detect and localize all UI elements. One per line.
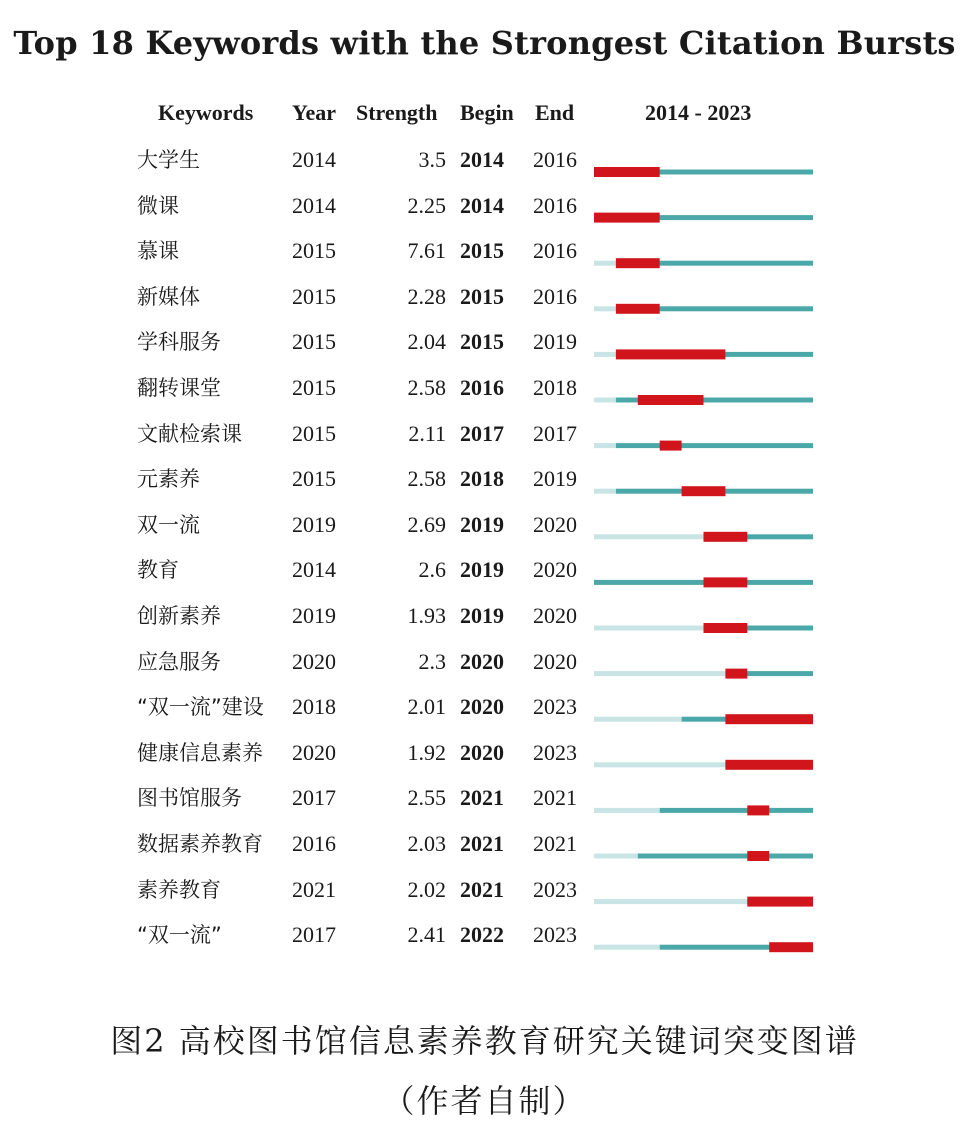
cell-keyword: “双一流”建设 <box>137 695 264 720</box>
burst-bar <box>725 669 747 679</box>
cell-strength: 2.41 <box>407 922 446 948</box>
cell-keyword: 双一流 <box>137 512 200 537</box>
cell-begin: 2015 <box>460 329 504 355</box>
cell-begin: 2014 <box>460 192 504 218</box>
header-strength: Strength <box>356 100 438 125</box>
figure-caption-note: （作者自制） <box>382 1082 587 1120</box>
cell-year: 2019 <box>292 603 336 628</box>
cell-keyword: “双一流” <box>137 923 222 948</box>
cell-end: 2016 <box>533 283 577 309</box>
cell-strength: 2.58 <box>407 375 446 400</box>
inactive-segment <box>594 398 616 403</box>
cell-end: 2016 <box>533 147 577 172</box>
cell-keyword: 教育 <box>137 558 179 583</box>
cell-strength: 2.3 <box>418 648 446 674</box>
cell-end: 2020 <box>533 557 577 583</box>
burst-bar <box>616 349 726 359</box>
burst-bar <box>594 213 660 223</box>
cell-year: 2015 <box>292 466 336 492</box>
cell-begin: 2020 <box>460 648 504 674</box>
cell-year: 2019 <box>292 511 336 537</box>
header-year: Year <box>292 100 336 125</box>
inactive-segment <box>594 352 616 357</box>
cell-keyword: 健康信息素养 <box>137 740 263 765</box>
header-range: 2014 - 2023 <box>645 100 752 125</box>
cell-end: 2023 <box>533 739 577 765</box>
cell-keyword: 翻转课堂 <box>137 376 221 400</box>
inactive-segment <box>594 671 725 676</box>
active-segment <box>616 443 813 448</box>
burst-bar <box>747 805 769 815</box>
inactive-segment <box>594 626 704 631</box>
inactive-segment <box>594 717 682 722</box>
cell-keyword: 微课 <box>137 193 179 218</box>
cell-begin: 2015 <box>460 238 504 264</box>
cell-strength: 2.6 <box>418 557 446 583</box>
burst-bar <box>725 760 813 770</box>
cell-year: 2015 <box>292 329 336 355</box>
cell-keyword: 慕课 <box>137 239 179 264</box>
cell-keyword: 数据素养教育 <box>137 832 263 856</box>
cell-begin: 2018 <box>460 466 504 492</box>
burst-bar <box>704 577 748 587</box>
cell-end: 2019 <box>533 329 577 355</box>
cell-strength: 2.03 <box>407 831 446 856</box>
cell-end: 2020 <box>533 511 577 537</box>
cell-begin: 2017 <box>460 420 504 446</box>
cell-keyword: 新媒体 <box>137 284 200 309</box>
chart-title: Top 18 Keywords with the Strongest Citation Bursts <box>13 24 956 62</box>
cell-end: 2018 <box>533 375 577 400</box>
cell-keyword: 素养教育 <box>137 877 221 902</box>
cell-end: 2016 <box>533 238 577 264</box>
cell-end: 2023 <box>533 922 577 948</box>
burst-bar <box>594 167 660 177</box>
cell-end: 2023 <box>533 876 577 902</box>
cell-begin: 2019 <box>460 511 504 537</box>
cell-strength: 2.11 <box>408 420 446 446</box>
burst-bar <box>638 395 704 405</box>
cell-keyword: 应急服务 <box>137 649 221 674</box>
burst-bar <box>660 441 682 451</box>
cell-end: 2021 <box>533 785 577 811</box>
figure-caption: 图2 高校图书馆信息素养教育研究关键词突变图谱 <box>110 1022 859 1060</box>
cell-strength: 1.92 <box>407 739 446 765</box>
burst-bar <box>747 851 769 861</box>
cell-keyword: 元素养 <box>137 467 200 492</box>
cell-strength: 7.61 <box>407 238 446 264</box>
cell-year: 2020 <box>292 648 336 674</box>
cell-strength: 2.69 <box>407 511 446 537</box>
cell-end: 2017 <box>533 420 577 446</box>
inactive-segment <box>594 945 660 950</box>
cell-keyword: 图书馆服务 <box>137 786 242 811</box>
cell-year: 2014 <box>292 557 336 583</box>
header-end: End <box>535 100 575 125</box>
cell-year: 2017 <box>292 785 336 811</box>
inactive-segment <box>594 808 660 813</box>
cell-strength: 3.5 <box>418 147 446 172</box>
active-segment <box>660 808 813 813</box>
cell-keyword: 文献检索课 <box>137 421 242 446</box>
cell-strength: 1.93 <box>407 603 446 628</box>
cell-end: 2020 <box>533 648 577 674</box>
cell-year: 2020 <box>292 739 336 765</box>
inactive-segment <box>594 762 725 767</box>
cell-begin: 2020 <box>460 694 504 720</box>
burst-bar <box>704 532 748 542</box>
cell-strength: 2.58 <box>407 466 446 492</box>
cell-strength: 2.02 <box>407 876 446 902</box>
cell-end: 2019 <box>533 466 577 492</box>
inactive-segment <box>594 489 616 494</box>
cell-end: 2023 <box>533 694 577 720</box>
cell-strength: 2.55 <box>407 785 446 811</box>
cell-begin: 2015 <box>460 283 504 309</box>
cell-year: 2018 <box>292 694 336 720</box>
cell-year: 2014 <box>292 192 336 218</box>
cell-strength: 2.25 <box>407 192 446 218</box>
cell-year: 2015 <box>292 420 336 446</box>
cell-begin: 2021 <box>460 831 504 856</box>
cell-begin: 2022 <box>460 922 504 948</box>
inactive-segment <box>594 899 747 904</box>
inactive-segment <box>594 306 616 311</box>
burst-bar <box>682 486 726 496</box>
inactive-segment <box>594 261 616 266</box>
cell-year: 2017 <box>292 922 336 948</box>
cell-year: 2015 <box>292 238 336 264</box>
cell-keyword: 创新素养 <box>137 604 221 628</box>
cell-end: 2021 <box>533 831 577 856</box>
inactive-segment <box>594 534 704 539</box>
cell-keyword: 大学生 <box>137 148 200 172</box>
burst-bar <box>769 942 813 952</box>
cell-year: 2014 <box>292 147 336 172</box>
cell-strength: 2.01 <box>407 694 446 720</box>
cell-strength: 2.04 <box>407 329 446 355</box>
cell-keyword: 学科服务 <box>137 330 221 355</box>
cell-begin: 2020 <box>460 739 504 765</box>
cell-year: 2015 <box>292 375 336 400</box>
header-keywords: Keywords <box>158 100 254 125</box>
cell-begin: 2019 <box>460 603 504 628</box>
cell-begin: 2021 <box>460 876 504 902</box>
burst-bar <box>725 714 813 724</box>
burst-bar <box>616 304 660 314</box>
cell-begin: 2019 <box>460 557 504 583</box>
cell-year: 2021 <box>292 876 336 902</box>
inactive-segment <box>594 854 638 859</box>
header-begin: Begin <box>460 100 514 125</box>
cell-end: 2016 <box>533 192 577 218</box>
cell-strength: 2.28 <box>407 283 446 309</box>
cell-begin: 2021 <box>460 785 504 811</box>
cell-end: 2020 <box>533 603 577 628</box>
cell-begin: 2016 <box>460 375 504 400</box>
burst-bar <box>747 897 813 907</box>
active-segment <box>638 854 813 859</box>
burst-bar <box>616 258 660 268</box>
burst-bar <box>704 623 748 633</box>
cell-begin: 2014 <box>460 147 504 172</box>
cell-year: 2016 <box>292 831 336 856</box>
inactive-segment <box>594 443 616 448</box>
cell-year: 2015 <box>292 283 336 309</box>
